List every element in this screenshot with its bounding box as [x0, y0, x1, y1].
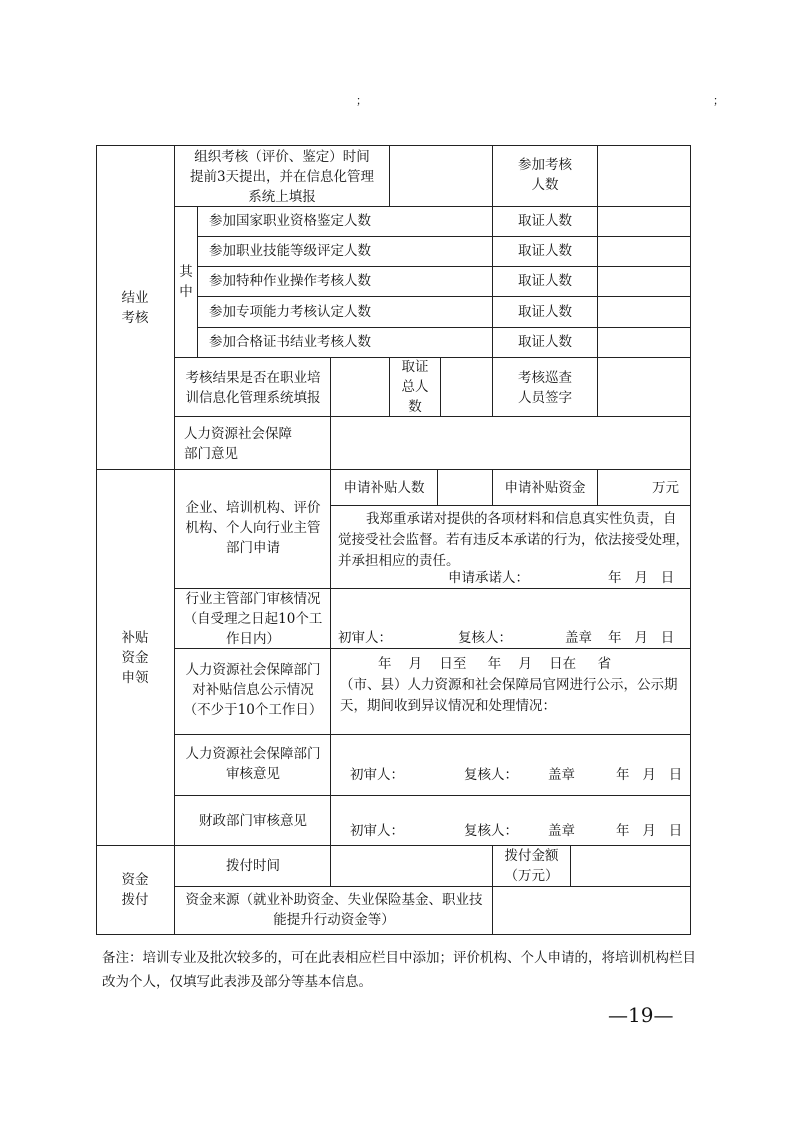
- exam-row-label: 参加专项能力考核认定人数: [209, 304, 371, 320]
- first-reviewer-label: 初审人：: [350, 767, 404, 783]
- exam-row-label: 参加特种作业操作考核人数: [209, 273, 371, 289]
- publicity-text-line: 年 月 日至 年 月 日在 省: [378, 656, 612, 672]
- pledge-text: 我郑重承诺对提供的各项材料和信息真实性负责，自 觉接受社会监督。若有违反本承诺的行为，依法接受处理， 并承担相应的责任。: [338, 511, 689, 569]
- section-exam-label: 结业 考核: [121, 290, 149, 326]
- apply-funds-unit: 万元: [652, 480, 679, 496]
- organize-exam-label: 组织考核（评价、鉴定）时间 提前3天提出，并在信息化管理 系统上填报: [189, 149, 375, 205]
- review-date-label: 年 月 日: [608, 630, 675, 646]
- footnote: 备注：培训专业及批次较多的，可在此表相应栏目中添加；评价机构、个人申请的，将培训机构栏目改为个人，仅填写此表涉及部分等基本信息。: [102, 950, 696, 990]
- inspector-signature-label: 考核巡查 人员签字: [518, 370, 572, 406]
- publicity-label: 人力资源社会保障部门 对补贴信息公示情况 （不少于10个工作日）: [183, 662, 323, 718]
- stamp-label: 盖章: [565, 630, 592, 646]
- top-fragment-right: ；: [713, 94, 724, 107]
- first-reviewer-label: 初审人：: [338, 630, 392, 646]
- exam-row-cert-label: 取证人数: [518, 334, 572, 350]
- re-reviewer-label: 复核人：: [464, 823, 518, 839]
- top-fragment-left: ；: [356, 94, 367, 107]
- pay-amount-label: 拨付金额 （万元）: [504, 848, 559, 884]
- exam-row-cert-label: 取证人数: [518, 273, 572, 289]
- hr-opinion-label: 人力资源社会保障 部门意见: [184, 426, 292, 462]
- pledge-date-label: 年 月 日: [608, 570, 675, 586]
- result-filed-label: 考核结果是否在职业培 训信息化管理系统填报: [185, 370, 321, 406]
- pledger-label: 申请承诺人：: [448, 570, 529, 586]
- section-subsidy-label: 补贴 资金 申领: [121, 630, 149, 686]
- exam-row-cert-label: 取证人数: [518, 243, 572, 259]
- page-number: —19—: [608, 1003, 674, 1027]
- section-funds-label: 资金 拨付: [121, 872, 149, 908]
- stamp-label: 盖章: [548, 823, 575, 839]
- exam-row-label: 参加合格证书结业考核人数: [209, 334, 371, 350]
- industry-review-label: 行业主管部门审核情况 （自受理之日起10个工 作日内）: [183, 591, 323, 647]
- applicant-label: 企业、培训机构、评价 机构、个人向行业主管 部门申请: [185, 500, 321, 556]
- hr-review-label: 人力资源社会保障部门 审核意见: [185, 746, 321, 782]
- publicity-text-line: 天，期间收到异议情况和处理情况：: [340, 698, 556, 714]
- stamp-label: 盖章: [548, 767, 575, 783]
- fund-source-label: 资金来源（就业补助资金、失业保险基金、职业技 能提升行动资金等）: [185, 892, 483, 928]
- exam-participants-label: 参加考核 人数: [518, 157, 572, 193]
- re-reviewer-label: 复核人：: [464, 767, 518, 783]
- apply-count-label: 申请补贴人数: [343, 480, 425, 496]
- exam-row-label: 参加职业技能等级评定人数: [209, 243, 371, 259]
- total-cert-label: 取证 总人 数: [401, 359, 429, 415]
- among-label: 其 中: [179, 264, 193, 300]
- apply-funds-label: 申请补贴资金: [504, 480, 586, 496]
- re-reviewer-label: 复核人：: [458, 630, 512, 646]
- exam-row-cert-label: 取证人数: [518, 304, 572, 320]
- hr-review-date-label: 年 月 日: [616, 767, 683, 783]
- publicity-text-line: （市、县）人力资源和社会保障局官网进行公示，公示期: [340, 677, 678, 693]
- exam-row-label: 参加国家职业资格鉴定人数: [209, 213, 371, 229]
- first-reviewer-label: 初审人：: [350, 823, 404, 839]
- exam-row-cert-label: 取证人数: [518, 213, 572, 229]
- pay-time-label: 拨付时间: [226, 858, 280, 874]
- finance-review-label: 财政部门审核意见: [199, 813, 307, 829]
- finance-review-date-label: 年 月 日: [616, 823, 683, 839]
